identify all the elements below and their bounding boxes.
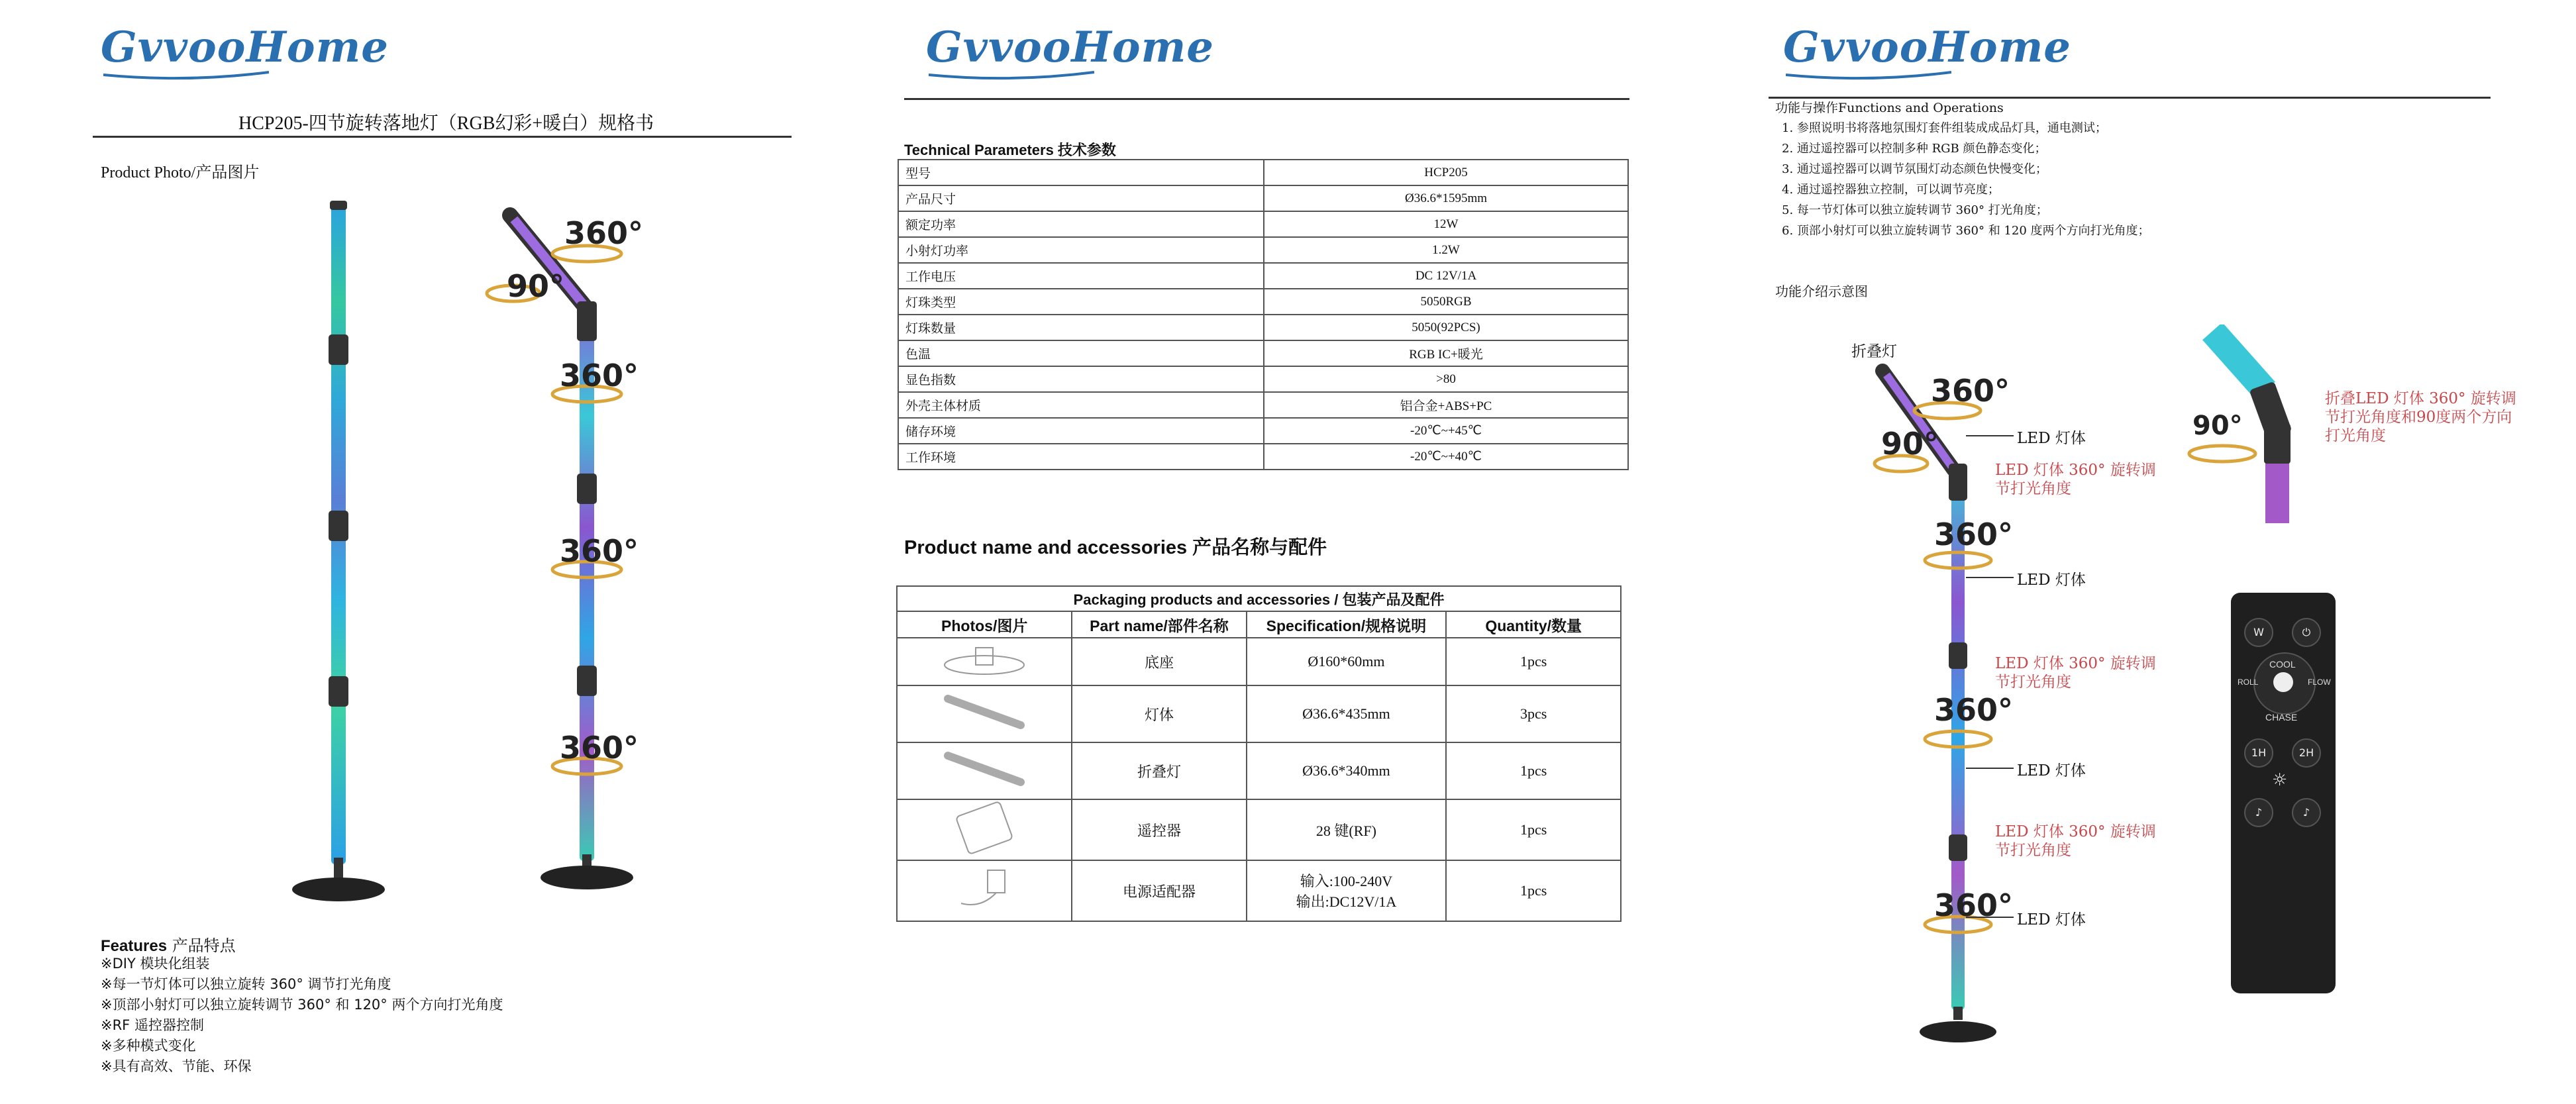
logo-swoosh: [929, 68, 1094, 80]
table-row: 产品尺寸 Ø36.6*1595mm: [898, 185, 1628, 211]
photo-adapter: [897, 860, 1072, 921]
diagram-angle-360-4: 360°: [1934, 887, 2014, 923]
feature-item: ※DIY 模块化组装: [101, 956, 210, 972]
led-body-label-3: LED 灯体: [2017, 762, 2086, 779]
features-list: [101, 954, 503, 1077]
led-body-label-2: LED 灯体: [2017, 572, 2086, 589]
angle-label-90: 90°: [507, 268, 565, 304]
base-icon: [935, 640, 1034, 679]
remote-2h-button: 2H: [2292, 738, 2321, 768]
brand-logo-3: GvvooHome: [1783, 23, 2071, 72]
remote-cool-label: COOL: [2269, 659, 2296, 670]
table-row: 额定功率 12W: [898, 211, 1628, 237]
ops-item: 5. 每一节灯体可以独立旋转调节 360° 打光角度；: [1782, 203, 2048, 217]
table-row: 外壳主体材质 铝合金+ABS+PC: [898, 392, 1628, 418]
table-row: 灯珠数量 5050(92PCS): [898, 315, 1628, 340]
angle-label-360-3: 360°: [560, 533, 639, 569]
remote-icon: [935, 801, 1034, 854]
feature-item: ※多种模式变化: [101, 1038, 196, 1054]
feature-item: ※RF 遥控器控制: [101, 1017, 204, 1033]
logo-swoosh: [1786, 68, 1951, 80]
remote-w-button: W: [2244, 618, 2273, 647]
table-row: 工作环境 -20℃~+40℃: [898, 444, 1628, 470]
table-row: 工作电压 DC 12V/1A: [898, 263, 1628, 289]
remote-1h-button: 1H: [2244, 738, 2273, 768]
table-row: 电源适配器 输入:100-240V 输出:DC12V/1A 1pcs: [897, 860, 1621, 921]
angle-label-top-360: 360°: [564, 215, 644, 251]
brightness-icon: ☼: [2272, 770, 2288, 790]
ops-item: 4. 通过遥控器独立控制，可以调节亮度；: [1782, 183, 2000, 197]
photo-tube: [897, 685, 1072, 742]
fold-note: 折叠LED 灯体 360° 旋转调 节打光角度和90度两个方向 打光角度: [2325, 390, 2516, 444]
ops-list: [1782, 118, 2150, 241]
tech-params-table: [898, 159, 1629, 470]
fold-lamp-label: 折叠灯: [1851, 343, 1897, 360]
ops-item: 1. 参照说明书将落地氛围灯套件组装成成品灯具，通电测试；: [1782, 121, 2107, 135]
packaging-caption: Packaging products and accessories / 包装产品及配件: [897, 586, 1621, 611]
straight-lamp-image: [278, 195, 397, 911]
packaging-table: [896, 585, 1622, 922]
table-row: 小射灯功率 1.2W: [898, 237, 1628, 263]
col-spec: Specification/规格说明: [1247, 611, 1447, 638]
ops-item: 6. 顶部小射灯可以独立旋转调节 360° 和 120 度两个方向打光角度；: [1782, 224, 2150, 238]
table-row: 色温 RGB IC+暖光: [898, 340, 1628, 366]
feature-item: ※具有高效、节能、环保: [101, 1058, 252, 1074]
remote-chase-label: CHASE: [2265, 712, 2298, 723]
table-row: 显色指数 >80: [898, 366, 1628, 392]
rotate-note-3: LED 灯体 360° 旋转调 节打光角度: [1995, 823, 2156, 859]
fold-lamp-icon: [935, 746, 1034, 792]
remote-power-button: ⏻: [2292, 618, 2321, 647]
table-row: 折叠灯 Ø36.6*340mm 1pcs: [897, 742, 1621, 799]
photo-remote: [897, 799, 1072, 860]
remote-control-image: [2231, 593, 2336, 993]
table-row: 灯珠类型 5050RGB: [898, 289, 1628, 315]
brand-logo: GvvooHome: [101, 23, 389, 72]
remote-music-button-1: ♪: [2244, 798, 2273, 827]
table-row: 灯体 Ø36.6*435mm 3pcs: [897, 685, 1621, 742]
accessories-heading: Product name and accessories 产品名称与配件: [904, 537, 1327, 558]
table-row: 遥控器 28 键(RF) 1pcs: [897, 799, 1621, 860]
fold-detail-ring: [2183, 440, 2262, 467]
fold-detail-angle-90: 90°: [2192, 411, 2243, 441]
diagram-angle-360-2: 360°: [1934, 517, 2014, 552]
col-quantity: Quantity/数量: [1446, 611, 1621, 638]
tube-icon: [935, 689, 1034, 735]
table-row: 型号 HCP205: [898, 160, 1628, 185]
remote-music-button-2: ♪: [2292, 798, 2321, 827]
features-heading: Features 产品特点: [101, 937, 236, 955]
title-rule: [93, 136, 792, 138]
header-rule-2: [904, 98, 1629, 100]
led-body-label-4: LED 灯体: [2017, 911, 2086, 928]
col-part-name: Part name/部件名称: [1072, 611, 1246, 638]
feature-item: ※顶部小射灯可以独立旋转调节 360° 和 120° 两个方向打光角度: [101, 997, 503, 1013]
tech-heading: Technical Parameters 技术参数: [904, 142, 1116, 158]
feature-item: ※每一节灯体可以独立旋转 360° 调节打光角度: [101, 976, 391, 992]
photo-base: [897, 638, 1072, 685]
photo-heading: Product Photo/产品图片: [101, 164, 260, 181]
table-row: 储存环境 -20℃~+45℃: [898, 418, 1628, 444]
photo-fold-lamp: [897, 742, 1072, 799]
brand-logo-2: GvvooHome: [926, 23, 1214, 72]
spec-title: HCP205-四节旋转落地灯（RGB幻彩+暖白）规格书: [238, 113, 654, 134]
refresh-icon: [2273, 672, 2293, 692]
ops-item: 3. 通过遥控器可以调节氛围灯动态颜色快慢变化；: [1782, 162, 2047, 176]
remote-flow-label: FLOW: [2308, 677, 2331, 687]
diagram-angle-360-1: 360°: [1931, 373, 2010, 409]
rotate-note-1: LED 灯体 360° 旋转调 节打光角度: [1995, 462, 2156, 497]
logo-swoosh: [103, 68, 269, 80]
remote-roll-label: ROLL: [2238, 677, 2259, 687]
angle-label-360-2: 360°: [560, 358, 639, 393]
diagram-angle-90: 90°: [1881, 426, 1939, 462]
ops-item: 2. 通过遥控器可以控制多种 RGB 颜色静态变化；: [1782, 142, 2047, 156]
led-body-label-1: LED 灯体: [2017, 430, 2086, 447]
col-photos: Photos/图片: [897, 611, 1072, 638]
rotate-note-2: LED 灯体 360° 旋转调 节打光角度: [1995, 655, 2156, 691]
diagram-heading: 功能介绍示意图: [1775, 283, 1868, 299]
angle-label-360-4: 360°: [560, 730, 639, 766]
ops-heading: 功能与操作Functions and Operations: [1775, 101, 2004, 115]
table-row: 底座 Ø160*60mm 1pcs: [897, 638, 1621, 685]
diagram-angle-360-3: 360°: [1934, 692, 2014, 728]
adapter-icon: [935, 862, 1034, 915]
